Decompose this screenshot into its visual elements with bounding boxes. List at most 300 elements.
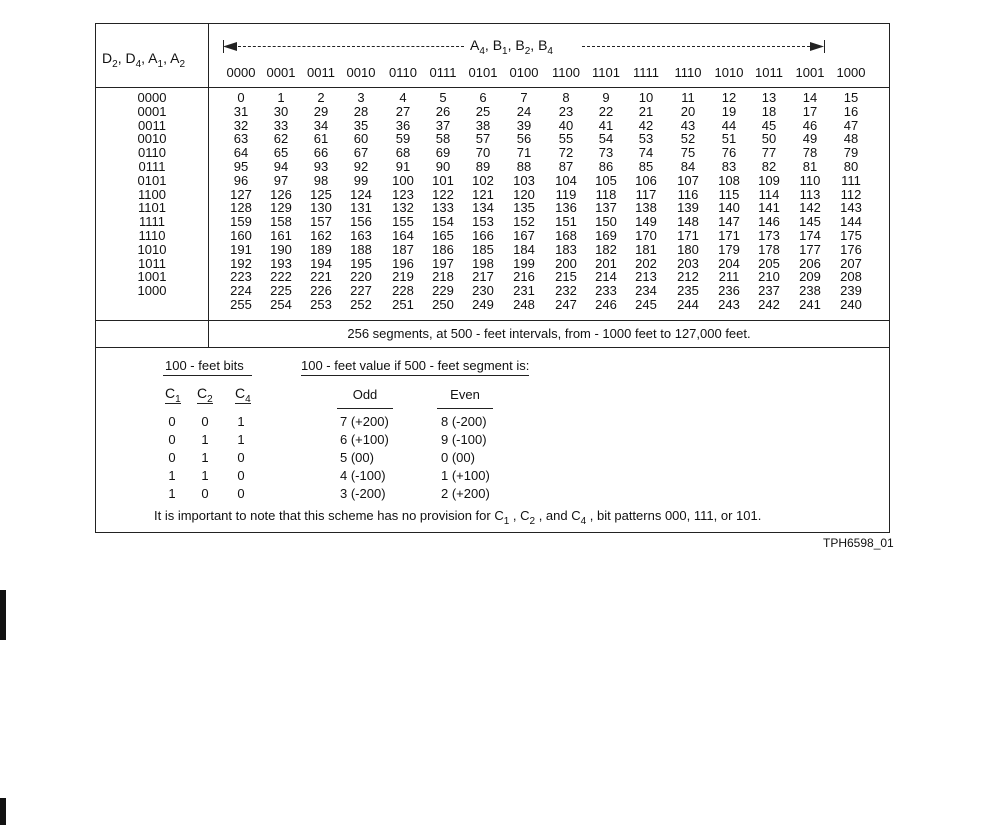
column-code: 1100	[552, 65, 580, 80]
row-code: 0111	[138, 158, 166, 174]
value-cell: 113	[799, 186, 821, 202]
margin-bar	[0, 590, 6, 640]
value-cell: 83	[721, 158, 737, 174]
value-cell: 122	[432, 186, 454, 202]
value-cell: 170	[635, 227, 657, 243]
row-code: 0001	[137, 103, 167, 119]
value-cell: 220	[350, 269, 372, 285]
value-cell: 199	[513, 255, 535, 271]
value-cell: 34	[313, 117, 329, 133]
value-column	[714, 91, 744, 312]
value-cell: 52	[680, 131, 696, 147]
value-cell: 61	[313, 131, 329, 147]
row-codes	[122, 91, 182, 298]
value-cell: 126	[270, 186, 292, 202]
value-cell: 53	[638, 131, 654, 147]
value-column	[226, 91, 256, 312]
c-bit-value: 1	[168, 486, 176, 501]
table-divider	[95, 320, 890, 321]
value-cell: 139	[677, 200, 699, 216]
value-cell: 46	[802, 117, 818, 133]
odd-value: 5 (00)	[340, 450, 374, 465]
value-cell: 120	[513, 186, 535, 202]
value-cell: 248	[513, 296, 535, 312]
value-cell: 146	[758, 214, 780, 230]
column-code: 1001	[795, 65, 825, 80]
value-column	[468, 91, 498, 312]
value-cell: 143	[840, 200, 862, 216]
value-cell: 176	[840, 241, 862, 257]
value-column	[631, 91, 661, 312]
c-bit-value: 0	[237, 450, 245, 465]
arrow-line-right	[582, 46, 810, 47]
value-cell: 164	[392, 227, 414, 243]
value-cell: 134	[472, 200, 494, 216]
value-cell: 37	[435, 117, 451, 133]
value-cell: 239	[840, 283, 862, 299]
value-cell: 12	[721, 90, 737, 105]
value-cell: 156	[350, 214, 372, 230]
value-cell: 161	[270, 227, 292, 243]
value-cell: 124	[350, 186, 372, 202]
odd-underline	[337, 408, 393, 409]
value-cell: 173	[758, 227, 780, 243]
value-cell: 69	[435, 145, 451, 161]
value-cell: 70	[475, 145, 491, 161]
value-cell: 68	[395, 145, 411, 161]
value-cell: 167	[513, 227, 535, 243]
value-cell: 117	[635, 186, 657, 202]
value-cell: 50	[761, 131, 777, 147]
value-cell: 165	[432, 227, 454, 243]
c-bit-value: 0	[201, 486, 209, 501]
value-cell: 121	[472, 186, 494, 202]
table-divider	[95, 347, 890, 348]
arrow-head-right	[810, 41, 824, 52]
value-cell: 246	[595, 296, 617, 312]
segments-note: 256 segments, at 500 - feet intervals, from - 1000 feet to 127,000 feet.	[347, 326, 751, 341]
value-cell: 28	[353, 103, 369, 119]
value-cell: 11	[681, 90, 695, 105]
value-cell: 187	[392, 241, 414, 257]
value-cell: 90	[435, 158, 451, 174]
value-cell: 179	[718, 241, 740, 257]
value-cell: 14	[802, 90, 818, 105]
value-cell: 180	[677, 241, 699, 257]
value-cell: 153	[472, 214, 494, 230]
value-cell: 119	[555, 186, 577, 202]
value-cell: 21	[638, 103, 654, 119]
value-cell: 214	[595, 269, 617, 285]
odd-values	[340, 413, 389, 503]
row-code: 0110	[138, 145, 166, 161]
value-column	[795, 91, 825, 312]
c-bit-value: 0	[237, 486, 245, 501]
value-cell: 74	[638, 145, 654, 161]
value-cell: 249	[472, 296, 494, 312]
value-cell: 56	[516, 131, 532, 147]
value-cell: 169	[595, 227, 617, 243]
value-cell: 49	[802, 131, 818, 147]
value-cell: 71	[516, 145, 532, 161]
value-cell: 212	[677, 269, 699, 285]
hundred-feet-bits-label: 100 - feet bits	[163, 359, 252, 372]
value-cell: 67	[353, 145, 369, 161]
value-cell: 206	[799, 255, 821, 271]
value-cell: 45	[761, 117, 777, 133]
value-cell: 191	[230, 241, 252, 257]
value-cell: 78	[802, 145, 818, 161]
value-cell: 244	[677, 296, 699, 312]
value-cell: 138	[635, 200, 657, 216]
c-bit-value: 1	[201, 450, 209, 465]
value-cell: 151	[555, 214, 577, 230]
value-cell: 130	[310, 200, 332, 216]
value-cell: 202	[635, 255, 657, 271]
even-header: Even	[450, 387, 480, 402]
value-cell: 207	[840, 255, 862, 271]
value-cell: 155	[392, 214, 414, 230]
arrow-head-left	[223, 41, 237, 52]
value-cell: 183	[555, 241, 577, 257]
value-cell: 188	[350, 241, 372, 257]
value-cell: 24	[516, 103, 532, 119]
value-cell: 184	[513, 241, 535, 257]
row-header-label: $D_2$, $D_4$, $A_1$, $A_2$	[102, 50, 185, 70]
value-cell: 25	[475, 103, 491, 119]
value-cell: 213	[635, 269, 657, 285]
value-cell: 233	[595, 283, 617, 299]
value-cell: 218	[432, 269, 454, 285]
odd-value: 4 (-100)	[340, 468, 386, 483]
column-code: 0010	[346, 65, 376, 80]
value-column	[509, 91, 539, 312]
value-cell: 111	[841, 172, 861, 188]
value-cell: 204	[718, 255, 740, 271]
c1-header: $C_1$	[165, 385, 181, 405]
value-cell: 181	[635, 241, 657, 257]
value-cell: 205	[758, 255, 780, 271]
value-cell: 135	[513, 200, 535, 216]
value-cell: 243	[718, 296, 740, 312]
value-column	[551, 91, 581, 312]
value-cell: 242	[758, 296, 780, 312]
row-code: 1000	[137, 283, 167, 299]
row-code: 1010	[137, 241, 167, 257]
value-cell: 166	[472, 227, 494, 243]
column-code: 0001	[266, 65, 296, 80]
value-cell: 5	[439, 90, 447, 105]
value-cell: 93	[313, 158, 329, 174]
value-cell: 150	[595, 214, 617, 230]
value-column	[346, 91, 376, 312]
table-divider	[208, 23, 209, 348]
value-cell: 127	[230, 186, 252, 202]
value-cell: 253	[310, 296, 332, 312]
value-cell: 73	[598, 145, 614, 161]
value-column	[266, 91, 296, 312]
value-cell: 95	[233, 158, 249, 174]
value-cell: 222	[270, 269, 292, 285]
column-code: 0011	[307, 65, 335, 80]
c-bit-value: 0	[201, 414, 209, 429]
value-cell: 125	[310, 186, 332, 202]
value-cell: 247	[555, 296, 577, 312]
value-column	[754, 91, 784, 312]
value-cell: 97	[273, 172, 289, 188]
arrow-stop-right	[824, 40, 825, 53]
column-header-label: $A_4$, $B_1$, $B_2$, $B_4$	[470, 37, 553, 57]
value-cell: 40	[558, 117, 574, 133]
c-bit-value: 1	[201, 432, 209, 447]
value-cell: 107	[677, 172, 699, 188]
value-cell: 29	[313, 103, 329, 119]
value-cell: 225	[270, 283, 292, 299]
row-code: 1110	[138, 227, 166, 243]
c-bit-value: 0	[168, 432, 176, 447]
value-cell: 2	[317, 90, 325, 105]
value-cell: 84	[680, 158, 696, 174]
value-cell: 98	[313, 172, 329, 188]
value-cell: 157	[310, 214, 332, 230]
value-cell: 152	[513, 214, 535, 230]
value-cell: 254	[270, 296, 292, 312]
c4-header: $C_4$	[235, 385, 251, 405]
value-cell: 7	[520, 90, 528, 105]
value-cell: 159	[230, 214, 252, 230]
value-cell: 160	[230, 227, 252, 243]
value-cell: 128	[230, 200, 252, 216]
value-cell: 224	[230, 283, 252, 299]
value-cell: 189	[310, 241, 332, 257]
value-cell: 1	[277, 90, 285, 105]
arrow-line-left	[238, 46, 464, 47]
value-cell: 215	[555, 269, 577, 285]
value-cell: 236	[718, 283, 740, 299]
value-cell: 145	[799, 214, 821, 230]
value-cell: 245	[635, 296, 657, 312]
value-cell: 154	[432, 214, 454, 230]
provision-note: It is important to note that this scheme has no provision for $C_1$ , $C_2$ , and $C_4$ , bit patterns 000, 111, or 101.	[154, 508, 762, 527]
value-cell: 116	[677, 186, 699, 202]
value-cell: 237	[758, 283, 780, 299]
value-cell: 231	[513, 283, 535, 299]
value-cell: 131	[350, 200, 372, 216]
value-cell: 76	[721, 145, 737, 161]
value-column	[836, 91, 866, 312]
value-cell: 109	[758, 172, 780, 188]
value-cell: 85	[638, 158, 654, 174]
column-code: 1011	[755, 65, 783, 80]
even-value: 8 (-200)	[441, 414, 487, 429]
value-cell: 44	[721, 117, 737, 133]
value-cell: 13	[761, 90, 777, 105]
value-cell: 26	[435, 103, 451, 119]
column-code: 1010	[714, 65, 744, 80]
value-cell: 106	[635, 172, 657, 188]
value-cell: 137	[595, 200, 617, 216]
value-cell: 72	[558, 145, 574, 161]
value-cell: 140	[718, 200, 740, 216]
value-cell: 211	[718, 269, 740, 285]
value-cell: 149	[635, 214, 657, 230]
value-cell: 144	[840, 214, 862, 230]
column-code: 1101	[592, 65, 620, 80]
column-code: 0100	[509, 65, 539, 80]
value-cell: 27	[395, 103, 411, 119]
value-cell: 54	[598, 131, 614, 147]
c-bit-value: 0	[168, 414, 176, 429]
value-column	[306, 91, 336, 312]
value-cell: 80	[843, 158, 859, 174]
value-cell: 200	[555, 255, 577, 271]
value-cell: 89	[475, 158, 491, 174]
value-cell: 6	[479, 90, 487, 105]
value-cell: 177	[799, 241, 821, 257]
value-cell: 141	[758, 200, 780, 216]
value-cell: 123	[392, 186, 414, 202]
value-cell: 104	[555, 172, 577, 188]
even-value: 2 (+200)	[441, 486, 490, 501]
value-cell: 226	[310, 283, 332, 299]
value-cell: 190	[270, 241, 292, 257]
even-values	[441, 413, 490, 503]
value-cell: 229	[432, 283, 454, 299]
value-cell: 182	[595, 241, 617, 257]
value-cell: 17	[802, 103, 818, 119]
even-underline	[437, 408, 493, 409]
odd-value: 3 (-200)	[340, 486, 386, 501]
value-cell: 132	[392, 200, 414, 216]
value-cell: 23	[558, 103, 574, 119]
value-cell: 192	[230, 255, 252, 271]
value-cell: 65	[273, 145, 289, 161]
value-header: 100 - feet value if 500 - feet segment is:	[301, 359, 529, 372]
value-cell: 194	[310, 255, 332, 271]
row-code: 1111	[138, 214, 166, 230]
column-code: 0101	[468, 65, 498, 80]
value-cell: 217	[472, 269, 494, 285]
value-cell: 105	[595, 172, 617, 188]
table-divider	[95, 87, 890, 88]
value-cell: 171	[718, 227, 740, 243]
value-cell: 8	[562, 90, 570, 105]
value-cell: 88	[516, 158, 532, 174]
c-bit-value: 1	[237, 414, 245, 429]
value-cell: 114	[758, 186, 780, 202]
value-cell: 115	[718, 186, 740, 202]
value-cell: 158	[270, 214, 292, 230]
column-code: 0000	[226, 65, 256, 80]
value-cell: 38	[475, 117, 491, 133]
value-cell: 175	[840, 227, 862, 243]
row-code: 0011	[138, 117, 166, 133]
value-cell: 33	[273, 117, 289, 133]
value-cell: 163	[350, 227, 372, 243]
value-cell: 81	[802, 158, 818, 174]
value-cell: 43	[680, 117, 696, 133]
value-cell: 228	[392, 283, 414, 299]
odd-value: 6 (+100)	[340, 432, 389, 447]
value-cell: 82	[761, 158, 777, 174]
column-code: 0110	[389, 65, 417, 80]
value-cell: 66	[313, 145, 329, 161]
margin-bar	[0, 798, 6, 825]
value-cell: 219	[392, 269, 414, 285]
value-cell: 30	[273, 103, 289, 119]
value-cell: 223	[230, 269, 252, 285]
column-code: 1110	[674, 65, 702, 80]
c-bit-value: 1	[237, 432, 245, 447]
value-cell: 112	[840, 186, 862, 202]
value-cell: 241	[799, 296, 821, 312]
value-cell: 118	[595, 186, 617, 202]
value-cell: 230	[472, 283, 494, 299]
value-cell: 255	[230, 296, 252, 312]
value-cell: 196	[392, 255, 414, 271]
value-cell: 96	[233, 172, 249, 188]
value-cell: 178	[758, 241, 780, 257]
value-cell: 79	[843, 145, 859, 161]
c-bit-value: 1	[168, 468, 176, 483]
value-cell: 10	[638, 90, 654, 105]
value-cell: 59	[395, 131, 411, 147]
value-cell: 210	[758, 269, 780, 285]
value-cell: 99	[353, 172, 369, 188]
value-cell: 31	[233, 103, 249, 119]
value-cell: 87	[558, 158, 574, 174]
value-cell: 47	[843, 117, 859, 133]
value-cell: 64	[233, 145, 249, 161]
c2-header: $C_2$	[197, 385, 213, 405]
row-code: 1100	[138, 186, 166, 202]
odd-value: 7 (+200)	[340, 414, 389, 429]
c-bit-value: 0	[168, 450, 176, 465]
value-cell: 185	[472, 241, 494, 257]
value-cell: 197	[432, 255, 454, 271]
value-cell: 168	[555, 227, 577, 243]
even-value: 9 (-100)	[441, 432, 487, 447]
value-column	[591, 91, 621, 312]
value-cell: 35	[353, 117, 369, 133]
value-cell: 216	[513, 269, 535, 285]
value-cell: 102	[472, 172, 494, 188]
value-cell: 147	[718, 214, 740, 230]
value-cell: 133	[432, 200, 454, 216]
value-cell: 195	[350, 255, 372, 271]
value-cell: 19	[721, 103, 737, 119]
value-cell: 251	[392, 296, 414, 312]
row-code: 0010	[137, 131, 167, 147]
value-cell: 63	[233, 131, 249, 147]
value-cell: 4	[399, 90, 407, 105]
value-cell: 48	[843, 131, 859, 147]
value-cell: 94	[273, 158, 289, 174]
value-cell: 60	[353, 131, 369, 147]
value-cell: 252	[350, 296, 372, 312]
row-code: 0000	[137, 90, 167, 105]
value-cell: 39	[516, 117, 532, 133]
value-cell: 103	[513, 172, 535, 188]
value-cell: 227	[350, 283, 372, 299]
value-cell: 110	[799, 172, 821, 188]
value-cell: 250	[432, 296, 454, 312]
value-cell: 238	[799, 283, 821, 299]
c-bit-value: 1	[201, 468, 209, 483]
value-cell: 3	[357, 90, 365, 105]
value-cell: 240	[840, 296, 862, 312]
row-code: 1101	[138, 200, 166, 216]
